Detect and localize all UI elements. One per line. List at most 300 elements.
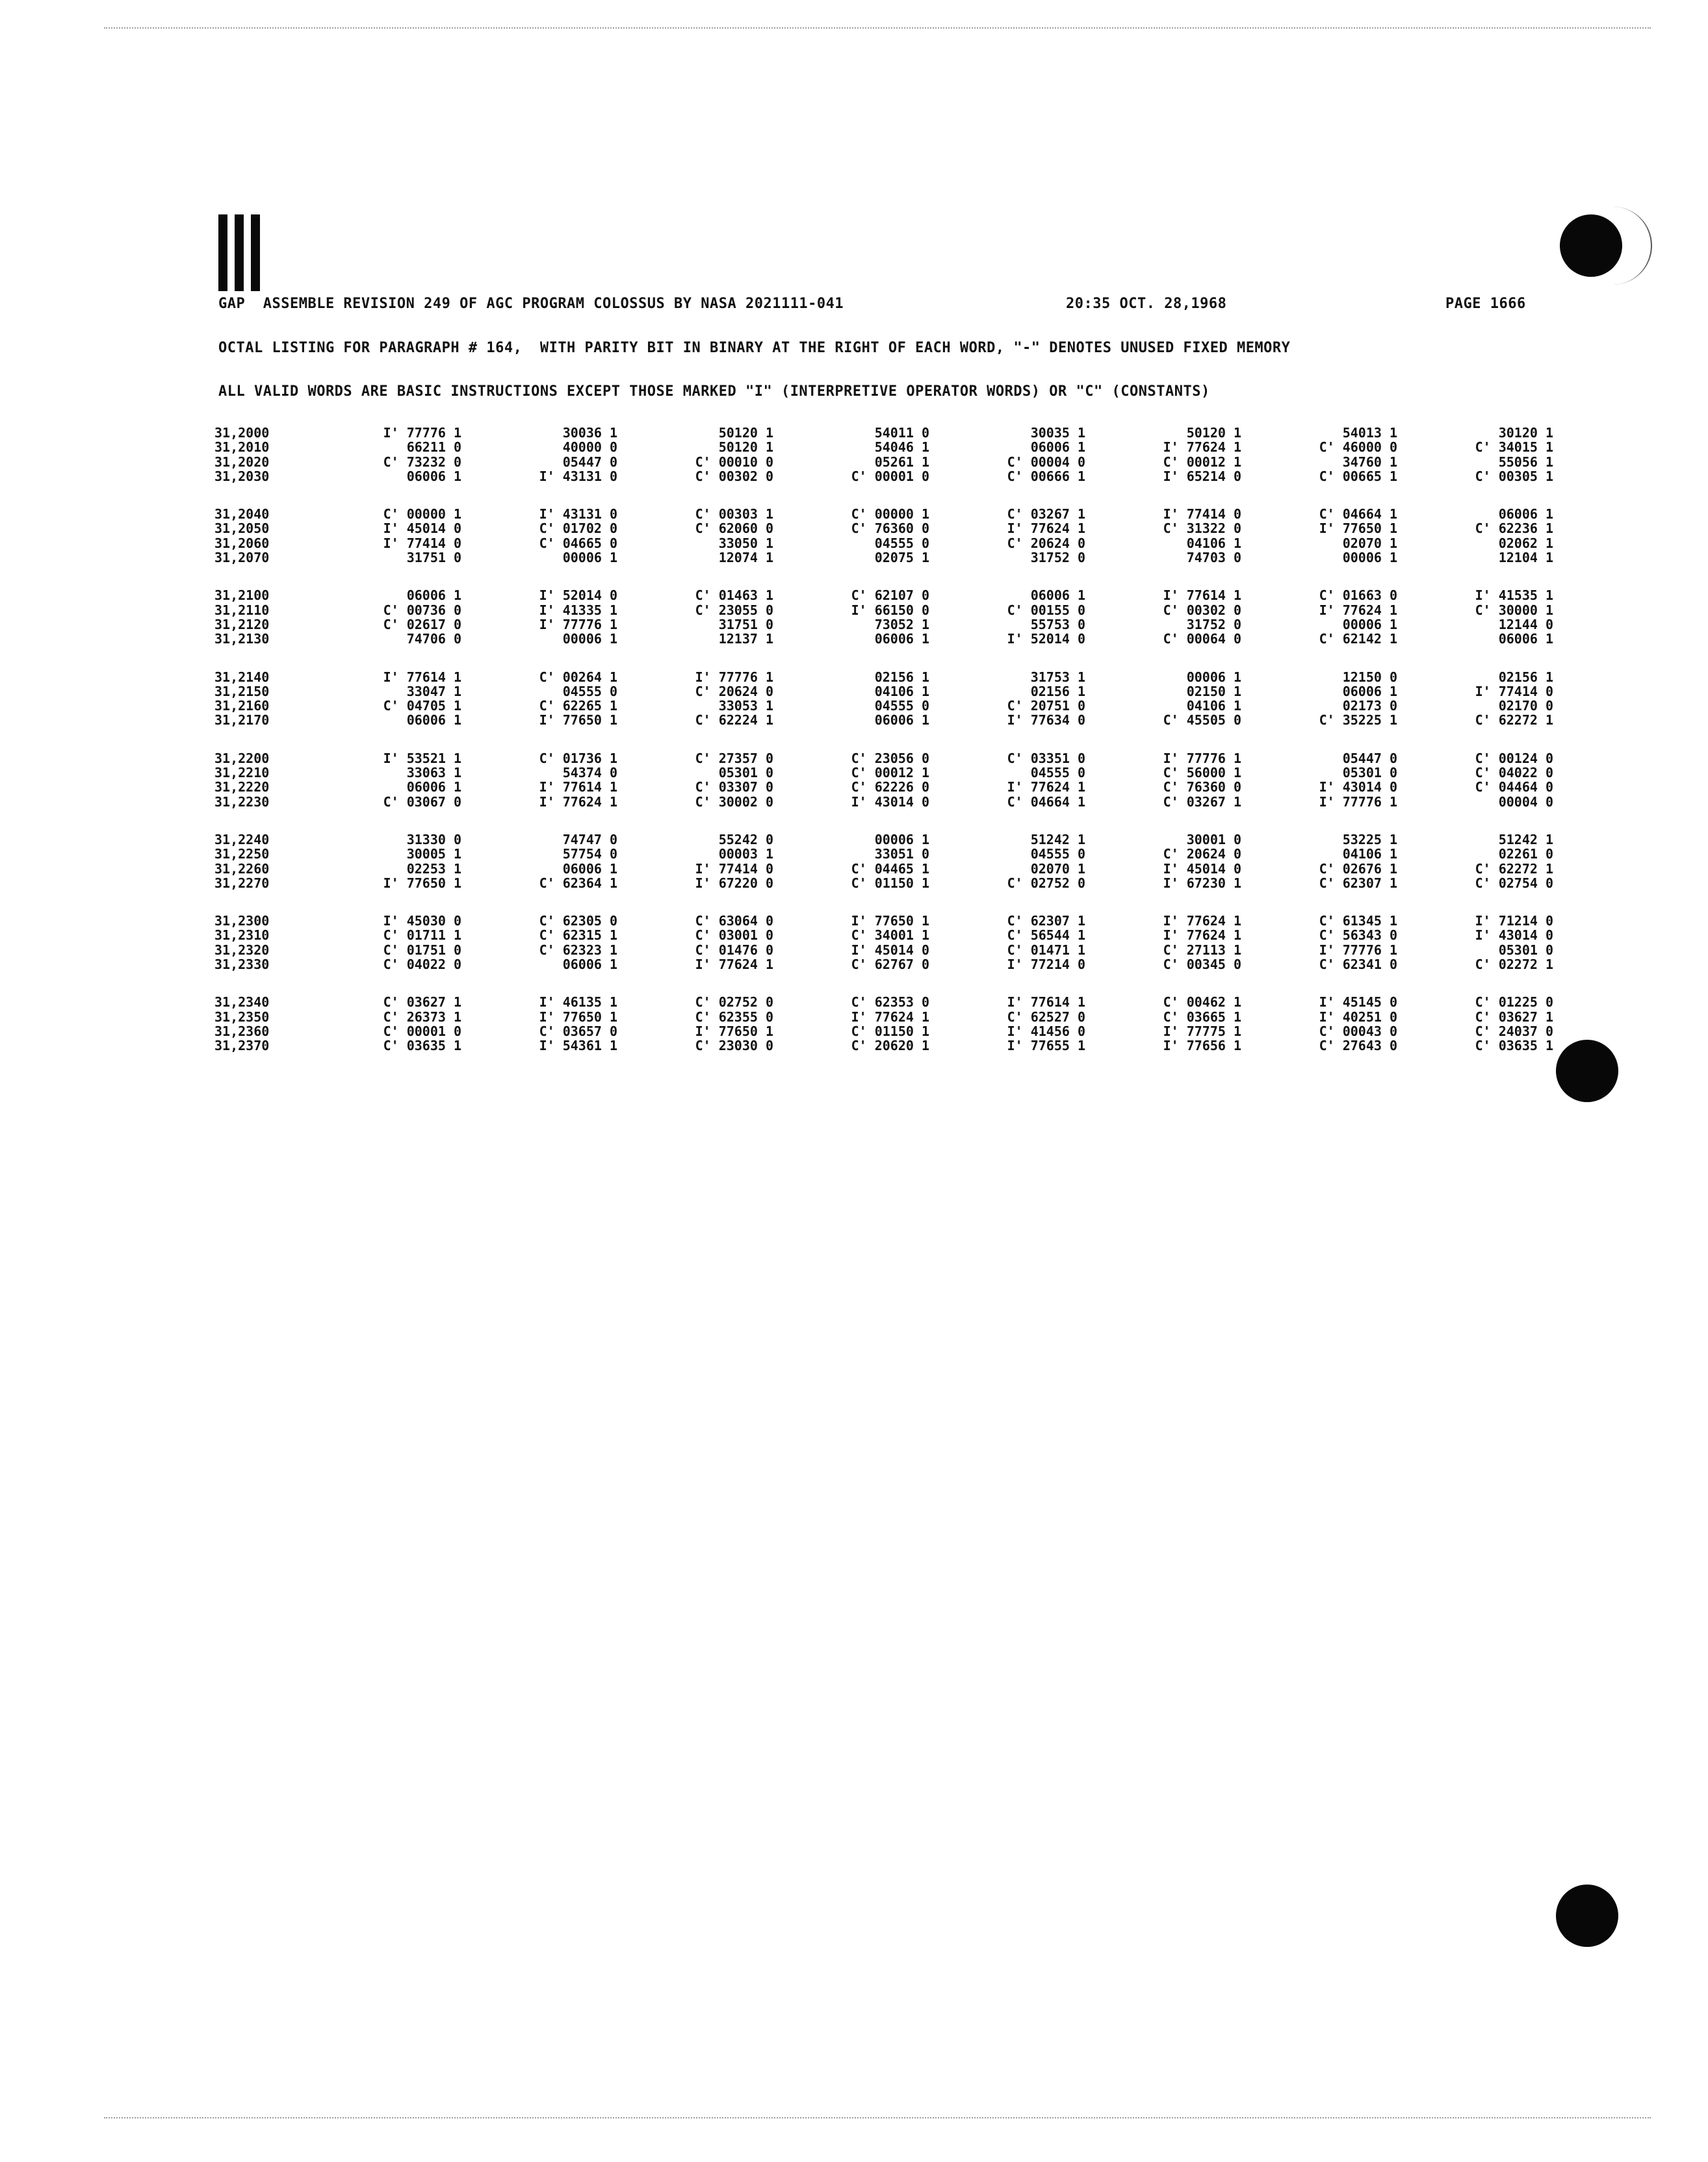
- word-cell: C' 00302 0: [695, 468, 773, 484]
- binder-hole-icon: [1556, 1885, 1618, 1947]
- word-cell: C' 04705 1: [383, 698, 461, 714]
- word-cell: 00006 1: [1342, 550, 1397, 566]
- address-cell: 31,2030: [214, 468, 270, 484]
- word-cell: 55753 0: [1030, 616, 1085, 632]
- word-cell: C' 62265 1: [539, 698, 617, 714]
- word-cell: C' 61345 1: [1319, 913, 1397, 929]
- word-cell: I' 77414 0: [695, 860, 773, 877]
- word-cell: 00006 1: [874, 831, 929, 847]
- table-row: [214, 684, 1553, 699]
- timestamp: 20:35 OCT. 28,1968: [1066, 296, 1227, 312]
- row-group: [214, 670, 1553, 728]
- address-cell: 31,2150: [214, 683, 270, 699]
- word-cell: C' 00010 0: [695, 454, 773, 470]
- word-cell: I' 43131 0: [539, 506, 617, 522]
- table-row: [214, 795, 1553, 809]
- word-cell: I' 41535 1: [1475, 587, 1553, 604]
- word-cell: C' 26373 1: [383, 1009, 461, 1025]
- word-cell: I' 66150 0: [851, 602, 929, 618]
- word-cell: C' 00001 0: [383, 1023, 461, 1039]
- word-cell: C' 62142 1: [1319, 631, 1397, 647]
- word-cell: 06006 1: [874, 631, 929, 647]
- table-row: [214, 455, 1553, 469]
- word-cell: C' 62226 0: [851, 779, 929, 795]
- word-cell: C' 04464 0: [1475, 779, 1553, 795]
- table-row: [214, 1010, 1553, 1024]
- word-cell: 34760 1: [1342, 454, 1397, 470]
- word-cell: I' 43014 0: [1319, 779, 1397, 795]
- word-cell: C' 00666 1: [1007, 468, 1085, 484]
- word-cell: C' 62527 0: [1007, 1009, 1085, 1025]
- word-cell: C' 01150 1: [851, 875, 929, 891]
- word-cell: 30001 0: [1186, 831, 1241, 847]
- word-cell: I' 45014 0: [1163, 860, 1241, 877]
- word-cell: C' 62224 1: [695, 712, 773, 728]
- table-row: [214, 780, 1553, 794]
- word-cell: C' 03267 1: [1007, 506, 1085, 522]
- word-cell: 04106 1: [874, 683, 929, 699]
- word-cell: 00006 1: [1342, 616, 1397, 632]
- table-row: [214, 876, 1553, 890]
- word-cell: 06006 1: [406, 779, 461, 795]
- word-cell: 04555 0: [874, 698, 929, 714]
- table-row: [214, 713, 1553, 727]
- word-cell: 06006 1: [406, 587, 461, 604]
- word-cell: 54011 0: [874, 425, 929, 441]
- address-cell: 31,2310: [214, 927, 270, 944]
- word-cell: C' 01702 0: [539, 521, 617, 537]
- word-cell: 06006 1: [406, 468, 461, 484]
- word-cell: I' 77650 1: [851, 913, 929, 929]
- row-group: [214, 832, 1553, 890]
- address-cell: 31,2210: [214, 765, 270, 781]
- address-cell: 31,2320: [214, 942, 270, 958]
- word-cell: C' 03657 0: [539, 1023, 617, 1039]
- word-cell: 50120 1: [718, 439, 773, 456]
- address-cell: 31,2200: [214, 750, 270, 766]
- word-cell: 31330 0: [406, 831, 461, 847]
- word-cell: I' 77624 1: [539, 793, 617, 810]
- word-cell: C' 01751 0: [383, 942, 461, 958]
- word-cell: C' 20620 1: [851, 1038, 929, 1054]
- word-cell: 33050 1: [718, 535, 773, 551]
- table-row: [214, 847, 1553, 861]
- word-cell: C' 01476 0: [695, 942, 773, 958]
- word-cell: C' 35225 1: [1319, 712, 1397, 728]
- word-cell: C' 04465 1: [851, 860, 929, 877]
- word-cell: I' 77614 1: [539, 779, 617, 795]
- word-cell: C' 00000 1: [851, 506, 929, 522]
- word-cell: C' 00303 1: [695, 506, 773, 522]
- address-cell: 31,2250: [214, 846, 270, 862]
- word-cell: C' 62060 0: [695, 521, 773, 537]
- word-cell: C' 24037 0: [1475, 1023, 1553, 1039]
- word-cell: C' 02754 0: [1475, 875, 1553, 891]
- word-cell: 00003 1: [718, 846, 773, 862]
- word-cell: C' 56544 1: [1007, 927, 1085, 944]
- word-cell: 05447 0: [1342, 750, 1397, 766]
- word-cell: 31753 1: [1030, 669, 1085, 685]
- address-cell: 31,2070: [214, 550, 270, 566]
- legend-description: ALL VALID WORDS ARE BASIC INSTRUCTIONS EXCEPT THOSE MARKED "I" (INTERPRETIVE OPERATOR WORDS) OR "C" (CONSTANTS): [218, 383, 1210, 400]
- word-cell: C' 34015 1: [1475, 439, 1553, 456]
- word-cell: C' 62307 1: [1007, 913, 1085, 929]
- word-cell: I' 65214 0: [1163, 468, 1241, 484]
- word-cell: C' 34001 1: [851, 927, 929, 944]
- word-cell: C' 62305 0: [539, 913, 617, 929]
- word-cell: 30120 1: [1498, 425, 1553, 441]
- word-cell: C' 20624 0: [695, 683, 773, 699]
- word-cell: 50120 1: [718, 425, 773, 441]
- word-cell: I' 77624 1: [1007, 779, 1085, 795]
- word-cell: 12074 1: [718, 550, 773, 566]
- word-cell: C' 03351 0: [1007, 750, 1085, 766]
- assembly-title: GAP ASSEMBLE REVISION 249 OF AGC PROGRAM COLOSSUS BY NASA 2021111-041: [218, 296, 844, 312]
- word-cell: 04555 0: [562, 683, 617, 699]
- word-cell: I' 77656 1: [1163, 1038, 1241, 1054]
- word-cell: 33047 1: [406, 683, 461, 699]
- word-cell: I' 77776 1: [1319, 942, 1397, 958]
- page-number: PAGE 1666: [1445, 296, 1526, 312]
- word-cell: 02156 1: [1030, 683, 1085, 699]
- word-cell: 02075 1: [874, 550, 929, 566]
- word-cell: C' 00004 0: [1007, 454, 1085, 470]
- word-cell: C' 00155 0: [1007, 602, 1085, 618]
- word-cell: 06006 1: [406, 712, 461, 728]
- word-cell: C' 62307 1: [1319, 875, 1397, 891]
- word-cell: C' 02752 0: [695, 994, 773, 1010]
- word-cell: 02062 1: [1498, 535, 1553, 551]
- word-cell: C' 00264 1: [539, 669, 617, 685]
- word-cell: 02070 1: [1342, 535, 1397, 551]
- word-cell: 00006 1: [562, 631, 617, 647]
- word-cell: C' 00302 0: [1163, 602, 1241, 618]
- word-cell: 54013 1: [1342, 425, 1397, 441]
- word-cell: 00006 1: [562, 550, 617, 566]
- word-cell: I' 77776 1: [383, 425, 461, 441]
- word-cell: 40000 0: [562, 439, 617, 456]
- word-cell: C' 03307 0: [695, 779, 773, 795]
- word-cell: C' 04022 0: [383, 957, 461, 973]
- word-cell: 05447 0: [562, 454, 617, 470]
- word-cell: C' 01663 0: [1319, 587, 1397, 604]
- word-cell: 06006 1: [562, 957, 617, 973]
- word-cell: 02261 0: [1498, 846, 1553, 862]
- word-cell: C' 62341 0: [1319, 957, 1397, 973]
- word-cell: C' 02676 1: [1319, 860, 1397, 877]
- word-cell: C' 76360 0: [851, 521, 929, 537]
- address-cell: 31,2160: [214, 698, 270, 714]
- word-cell: C' 62107 0: [851, 587, 929, 604]
- row-group: [214, 751, 1553, 809]
- word-cell: 33063 1: [406, 765, 461, 781]
- perforation-edge-top: [104, 27, 1651, 29]
- word-cell: C' 04664 1: [1319, 506, 1397, 522]
- word-cell: 06006 1: [1030, 439, 1085, 456]
- word-cell: 04555 0: [1030, 846, 1085, 862]
- word-cell: 02253 1: [406, 860, 461, 877]
- word-cell: 04106 1: [1342, 846, 1397, 862]
- word-cell: C' 04664 1: [1007, 793, 1085, 810]
- word-cell: I' 77624 1: [1319, 602, 1397, 618]
- table-row: [214, 550, 1553, 565]
- word-cell: I' 77655 1: [1007, 1038, 1085, 1054]
- word-cell: C' 01150 1: [851, 1023, 929, 1039]
- word-cell: C' 03267 1: [1163, 793, 1241, 810]
- word-cell: I' 77776 1: [695, 669, 773, 685]
- word-cell: 12150 0: [1342, 669, 1397, 685]
- address-cell: 31,2230: [214, 793, 270, 810]
- address-cell: 31,2130: [214, 631, 270, 647]
- word-cell: I' 43014 0: [1475, 927, 1553, 944]
- row-group: [214, 588, 1553, 646]
- address-cell: 31,2240: [214, 831, 270, 847]
- table-row: [214, 670, 1553, 684]
- word-cell: C' 30002 0: [695, 793, 773, 810]
- word-cell: C' 03001 0: [695, 927, 773, 944]
- word-cell: 74747 0: [562, 831, 617, 847]
- word-cell: 04106 1: [1186, 535, 1241, 551]
- word-cell: 06006 1: [874, 712, 929, 728]
- word-cell: C' 00462 1: [1163, 994, 1241, 1010]
- word-cell: 57754 0: [562, 846, 617, 862]
- word-cell: C' 02752 0: [1007, 875, 1085, 891]
- word-cell: I' 77775 1: [1163, 1023, 1241, 1039]
- row-group: [214, 426, 1553, 483]
- word-cell: 30036 1: [562, 425, 617, 441]
- word-cell: C' 62767 0: [851, 957, 929, 973]
- word-cell: 06006 1: [1030, 587, 1085, 604]
- table-row: [214, 699, 1553, 713]
- word-cell: C' 03627 1: [383, 994, 461, 1010]
- word-cell: C' 45505 0: [1163, 712, 1241, 728]
- address-cell: 31,2000: [214, 425, 270, 441]
- word-cell: I' 77414 0: [1163, 506, 1241, 522]
- word-cell: C' 23056 0: [851, 750, 929, 766]
- address-cell: 31,2330: [214, 957, 270, 973]
- word-cell: C' 03067 0: [383, 793, 461, 810]
- word-cell: I' 52014 0: [539, 587, 617, 604]
- word-cell: 02150 1: [1186, 683, 1241, 699]
- word-cell: 02156 1: [874, 669, 929, 685]
- address-cell: 31,2060: [214, 535, 270, 551]
- word-cell: 31752 0: [1030, 550, 1085, 566]
- word-cell: 54374 0: [562, 765, 617, 781]
- address-cell: 31,2100: [214, 587, 270, 604]
- word-cell: 74703 0: [1186, 550, 1241, 566]
- word-cell: I' 53521 1: [383, 750, 461, 766]
- word-cell: C' 00064 0: [1163, 631, 1241, 647]
- word-cell: C' 62364 1: [539, 875, 617, 891]
- word-cell: C' 62272 1: [1475, 712, 1553, 728]
- address-cell: 31,2040: [214, 506, 270, 522]
- word-cell: 55242 0: [718, 831, 773, 847]
- word-cell: I' 46135 1: [539, 994, 617, 1010]
- table-row: [214, 507, 1553, 521]
- table-row: [214, 1024, 1553, 1038]
- word-cell: C' 00345 0: [1163, 957, 1241, 973]
- word-cell: 30035 1: [1030, 425, 1085, 441]
- word-cell: C' 04665 0: [539, 535, 617, 551]
- address-cell: 31,2110: [214, 602, 270, 618]
- word-cell: 05301 0: [1342, 765, 1397, 781]
- table-row: [214, 957, 1553, 972]
- word-cell: 31751 0: [406, 550, 461, 566]
- word-cell: 05301 0: [1498, 942, 1553, 958]
- word-cell: C' 00012 1: [851, 765, 929, 781]
- word-cell: I' 77776 1: [539, 616, 617, 632]
- word-cell: I' 67220 0: [695, 875, 773, 891]
- address-cell: 31,2170: [214, 712, 270, 728]
- perforation-edge-bottom: [104, 2117, 1651, 2118]
- word-cell: 12104 1: [1498, 550, 1553, 566]
- table-row: [214, 617, 1553, 632]
- word-cell: 04555 0: [1030, 765, 1085, 781]
- table-row: [214, 751, 1553, 766]
- word-cell: I' 45014 0: [851, 942, 929, 958]
- table-row: [214, 603, 1553, 617]
- word-cell: I' 54361 1: [539, 1038, 617, 1054]
- word-cell: 51242 1: [1030, 831, 1085, 847]
- word-cell: I' 77414 0: [383, 535, 461, 551]
- word-cell: I' 41456 0: [1007, 1023, 1085, 1039]
- word-cell: I' 77624 1: [1163, 927, 1241, 944]
- word-cell: I' 77624 1: [851, 1009, 929, 1025]
- word-cell: C' 02272 1: [1475, 957, 1553, 973]
- word-cell: 12137 1: [718, 631, 773, 647]
- word-cell: 74706 0: [406, 631, 461, 647]
- word-cell: I' 77624 1: [695, 957, 773, 973]
- word-cell: 50120 1: [1186, 425, 1241, 441]
- address-cell: 31,2340: [214, 994, 270, 1010]
- word-cell: C' 00012 1: [1163, 454, 1241, 470]
- word-cell: C' 03635 1: [383, 1038, 461, 1054]
- word-cell: 04106 1: [1186, 698, 1241, 714]
- address-cell: 31,2120: [214, 616, 270, 632]
- word-cell: 05301 0: [718, 765, 773, 781]
- word-cell: 05261 1: [874, 454, 929, 470]
- word-cell: 02070 1: [1030, 860, 1085, 877]
- address-cell: 31,2300: [214, 913, 270, 929]
- word-cell: C' 03665 1: [1163, 1009, 1241, 1025]
- word-cell: 06006 1: [1498, 506, 1553, 522]
- word-cell: I' 77414 0: [1475, 683, 1553, 699]
- word-cell: 02156 1: [1498, 669, 1553, 685]
- word-cell: C' 30000 1: [1475, 602, 1553, 618]
- word-cell: C' 20624 0: [1163, 846, 1241, 862]
- word-cell: 33053 1: [718, 698, 773, 714]
- word-cell: I' 77650 1: [695, 1023, 773, 1039]
- word-cell: I' 40251 0: [1319, 1009, 1397, 1025]
- word-cell: C' 27643 0: [1319, 1038, 1397, 1054]
- word-cell: C' 00665 1: [1319, 468, 1397, 484]
- address-cell: 31,2260: [214, 860, 270, 877]
- address-cell: 31,2220: [214, 779, 270, 795]
- table-row: [214, 588, 1553, 602]
- word-cell: 51242 1: [1498, 831, 1553, 847]
- word-cell: 00006 1: [1186, 669, 1241, 685]
- word-cell: 66211 0: [406, 439, 461, 456]
- word-cell: I' 45030 0: [383, 913, 461, 929]
- address-cell: 31,2270: [214, 875, 270, 891]
- table-row: [214, 943, 1553, 957]
- word-cell: C' 46000 0: [1319, 439, 1397, 456]
- table-row: [214, 862, 1553, 876]
- word-cell: C' 56000 1: [1163, 765, 1241, 781]
- address-cell: 31,2370: [214, 1038, 270, 1054]
- word-cell: 02170 0: [1498, 698, 1553, 714]
- word-cell: C' 01736 1: [539, 750, 617, 766]
- word-cell: 54046 1: [874, 439, 929, 456]
- word-cell: I' 77650 1: [539, 1009, 617, 1025]
- table-row: [214, 914, 1553, 928]
- word-cell: C' 02617 0: [383, 616, 461, 632]
- word-cell: C' 03635 1: [1475, 1038, 1553, 1054]
- address-cell: 31,2140: [214, 669, 270, 685]
- word-cell: 31751 0: [718, 616, 773, 632]
- word-cell: I' 77650 1: [539, 712, 617, 728]
- word-cell: 30005 1: [406, 846, 461, 862]
- table-row: [214, 426, 1553, 440]
- word-cell: C' 73232 0: [383, 454, 461, 470]
- word-cell: 55056 1: [1498, 454, 1553, 470]
- word-cell: 31752 0: [1186, 616, 1241, 632]
- word-cell: I' 77624 1: [1163, 439, 1241, 456]
- word-cell: I' 77650 1: [383, 875, 461, 891]
- table-row: [214, 469, 1553, 483]
- word-cell: C' 04022 0: [1475, 765, 1553, 781]
- word-cell: C' 27113 1: [1163, 942, 1241, 958]
- word-cell: C' 62353 0: [851, 994, 929, 1010]
- word-cell: I' 41335 1: [539, 602, 617, 618]
- word-cell: I' 43131 0: [539, 468, 617, 484]
- table-row: [214, 632, 1553, 646]
- word-cell: 06006 1: [1342, 683, 1397, 699]
- word-cell: I' 77634 0: [1007, 712, 1085, 728]
- registration-bars-icon: [218, 214, 264, 292]
- word-cell: I' 77776 1: [1163, 750, 1241, 766]
- word-cell: 73052 1: [874, 616, 929, 632]
- word-cell: I' 71214 0: [1475, 913, 1553, 929]
- word-cell: C' 01463 1: [695, 587, 773, 604]
- row-group: [214, 995, 1553, 1053]
- word-cell: 06006 1: [1498, 631, 1553, 647]
- word-cell: I' 77776 1: [1319, 793, 1397, 810]
- listing-description: OCTAL LISTING FOR PARAGRAPH # 164, WITH PARITY BIT IN BINARY AT THE RIGHT OF EACH WORD, "-" DENOTES UNUSED FIXED MEMORY: [218, 340, 1291, 356]
- row-group: [214, 914, 1553, 972]
- word-cell: C' 01711 1: [383, 927, 461, 944]
- octal-listing-table: [214, 426, 1553, 1077]
- word-cell: C' 23055 0: [695, 602, 773, 618]
- word-cell: 53225 1: [1342, 831, 1397, 847]
- word-cell: C' 00305 1: [1475, 468, 1553, 484]
- address-cell: 31,2020: [214, 454, 270, 470]
- word-cell: 33051 0: [874, 846, 929, 862]
- word-cell: C' 63064 0: [695, 913, 773, 929]
- table-row: [214, 995, 1553, 1009]
- word-cell: I' 77614 1: [383, 669, 461, 685]
- address-cell: 31,2050: [214, 521, 270, 537]
- word-cell: I' 52014 0: [1007, 631, 1085, 647]
- address-cell: 31,2010: [214, 439, 270, 456]
- word-cell: 04555 0: [874, 535, 929, 551]
- word-cell: I' 45145 0: [1319, 994, 1397, 1010]
- word-cell: I' 45014 0: [383, 521, 461, 537]
- word-cell: I' 77614 1: [1163, 587, 1241, 604]
- word-cell: 06006 1: [562, 860, 617, 877]
- word-cell: I' 77624 1: [1007, 521, 1085, 537]
- word-cell: C' 31322 0: [1163, 521, 1241, 537]
